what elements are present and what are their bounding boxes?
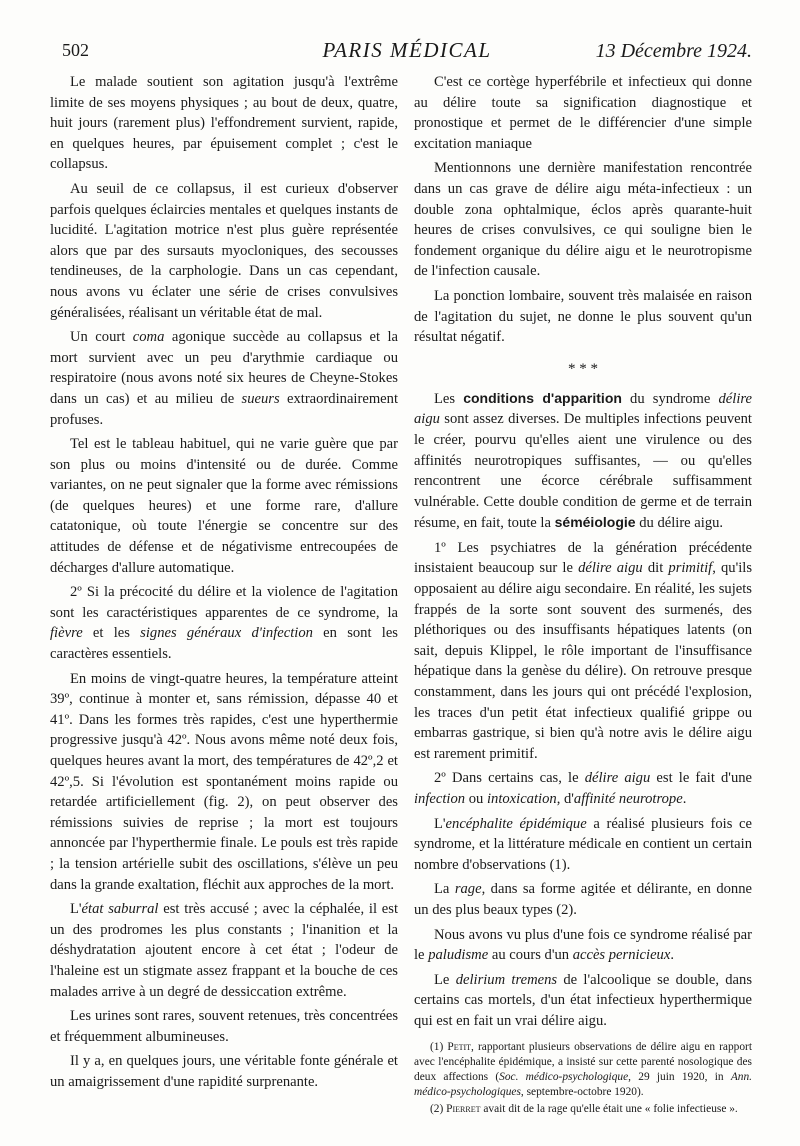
text-run: 2º Si la précocité du délire et la violence de l'agitation sont les caractéristiques apparentes de ce syndrome, la bbox=[50, 584, 398, 621]
text-run: est le fait d'une bbox=[650, 770, 753, 787]
paragraph bbox=[50, 1006, 398, 1047]
text-run: , qu'ils opposaient au délire aigu secondaire. En réalité, les sujets frappés de la sorte sont souvent des surmenés, des pléthoriques ou des insuffisants hépatiques latents (on sait, depuis Klippel, le rôle important de l'insuffisance hépatique dans la genèse du délire). On retrouve presque constamment, dans les jours qui ont précédé l'explosion, les traces d'un petit état infectieux qualifié grippe ou embarras gastrique, si bien qu'à notre avis le délire aigu est rarement primitif. bbox=[414, 560, 753, 762]
smallcaps-run: Pierret bbox=[446, 1102, 481, 1115]
paragraph bbox=[50, 1051, 398, 1092]
right-column-top-section bbox=[414, 72, 752, 348]
italic-run: rage bbox=[454, 881, 482, 898]
text-run: Le bbox=[434, 971, 456, 988]
text-run: en sont les caractères essentiels. bbox=[50, 625, 398, 663]
italic-run: fièvre bbox=[50, 625, 83, 642]
text-run: , rapportant plusieurs observations de délire aigu en rapport avec l'encéphalite épidémique, a insisté sur cette parenté nosologique des deux affections ( bbox=[414, 1040, 752, 1083]
paragraph bbox=[414, 72, 752, 154]
page-header bbox=[62, 36, 752, 66]
italic-run: primitif bbox=[668, 560, 713, 577]
text-run: Il y a, en quelques jours, une véritable fonte générale et un amaigrissement d'une rapidité surprenante. bbox=[50, 1053, 398, 1090]
paragraph bbox=[414, 925, 752, 966]
paragraph bbox=[414, 970, 752, 1032]
paragraph bbox=[50, 327, 398, 430]
text-run: sont assez diverses. De multiples infections peuvent le créer, pourvu qu'elles aient une virulence ou des affinités neurotropiques suffisantes, — ou qu'elles rencontrent une écorce cérébrale suffisamment vulnérable. Cette double condition de germe et de terrain résume, en fait, toute la bbox=[414, 411, 752, 532]
text-run: En moins de vingt-quatre heures, la température atteint 39º, continue à monter et, sans rémission, dépasse 40 et 41º. Dans les formes très rapides, c'est une hyperthermie progressive jusqu'à 42º. Nous avons même noté deux fois, quelques heures avant la mort, des températures de 42º,2 et 42º,5. Si l'évolution est spontanément moins rapide ou retardée artificiellement (fig. 2), on peut observer des rémissions suivies de reprise ; la mort est toujours annoncée par l'hyperthermie finale. Le pouls est très rapide ; la tension artérielle subit des oscillations, s'élève un peu dans la grande exaltation, fléchit aux approches de la mort. bbox=[50, 670, 398, 893]
text-run: L' bbox=[434, 815, 446, 832]
text-run: agonique succède au collapsus et la mort survient avec un peu d'arythmie cardiaque ou respiratoire (nous avons noté six heures de Cheyne-Stokes dans un cas) et au milieu de bbox=[50, 329, 399, 407]
paragraph bbox=[414, 814, 752, 876]
text-run: La bbox=[434, 881, 455, 898]
italic-run: signes généraux d'infection bbox=[140, 625, 313, 642]
paragraph bbox=[414, 388, 752, 534]
smallcaps-run: Petit bbox=[447, 1040, 472, 1053]
paragraph bbox=[414, 286, 752, 348]
text-run: 2º Dans certains cas, le bbox=[434, 770, 585, 787]
italic-run: Ann. médico-psychologiques bbox=[414, 1070, 753, 1098]
italic-run: affinité neurotrope bbox=[573, 791, 683, 807]
text-run: Les bbox=[434, 390, 464, 407]
text-run: est très accusé ; avec la céphalée, il est un des prodromes les plus constants ; l'inanition et la déshydratation ajoutent encore à cet état ; l'odeur de l'haleine est un stigmate assez frappant et la bouche de ces malades arrive à un degré de dessiccation extrême. bbox=[50, 901, 399, 1000]
text-run: 1º Les psychiatres de la génération précédente insistaient beaucoup sur le bbox=[414, 539, 752, 577]
text-run: et les bbox=[82, 625, 141, 642]
text-run: Tel est le tableau habituel, qui ne varie guère que par son plus ou moins d'intensité ou de durée. Comme variantes, on ne peut signaler que la forme avec rémissions (de quelques heures) et une forme rare, d'allure catatonique, où toute l'énergie se concentre sur des attitudes de défense et de négativisme entrecoupées de décharges d'allure automatique. bbox=[50, 436, 398, 576]
italic-run: accès pernicieux bbox=[572, 947, 671, 964]
text-run: . bbox=[682, 791, 687, 807]
text-run: , dans sa forme agitée et délirante, en donne un des plus beaux types (2). bbox=[414, 881, 752, 918]
right-column bbox=[414, 72, 752, 1119]
paragraph bbox=[50, 434, 398, 578]
paragraph bbox=[50, 179, 398, 323]
text-run: C'est ce cortège hyperfébrile et infectieux qui donne au délire toute sa signification diagnostique et pronostique et permet de le différencier d'une simple excitation maniaque bbox=[414, 74, 752, 152]
paragraph bbox=[414, 158, 752, 282]
paragraph bbox=[50, 669, 398, 896]
paragraph bbox=[414, 768, 752, 809]
text-run: de l'alcoolique se double, dans certains cas mortels, d'un état infectieux hyperthermique qui est en fait un vrai délire aigu. bbox=[414, 971, 753, 1029]
footnote bbox=[414, 1102, 752, 1117]
footnote bbox=[414, 1040, 752, 1100]
text-run: La ponction lombaire, souvent très malaisée en raison de l'agitation du sujet, ne donne le plus souvent qu'un résultat négatif. bbox=[414, 287, 752, 346]
paragraph bbox=[50, 582, 398, 664]
footnotes bbox=[414, 1040, 752, 1117]
text-run: avait dit de la rage qu'elle était une « folie infectieuse ». bbox=[480, 1102, 738, 1115]
italic-run: sueurs bbox=[241, 390, 280, 407]
text-run: au cours d'un bbox=[488, 947, 573, 964]
italic-run: delirium tremens bbox=[455, 971, 558, 988]
text-run: Les urines sont rares, souvent retenues, très concentrées et fréquemment albumineuses. bbox=[50, 1008, 398, 1045]
text-run: Au seuil de ce collapsus, il est curieux d'observer parfois quelques éclaircies mentales et quelques instants de lucidité. L'agitation motrice n'est plus guère représentée alors que par des sursauts myocloniques, des secousses tendineuses, de la carphologie. Dans un cas cependant, nous avons vu éclater une série de crises convulsives généralisées, réalisant un véritable état de mal. bbox=[50, 180, 398, 321]
text-run: L' bbox=[70, 901, 82, 918]
italic-run: délire aigu bbox=[584, 770, 651, 787]
bold-run: conditions d'apparition bbox=[463, 389, 622, 406]
text-run: dit bbox=[642, 560, 669, 577]
italic-run: délire aigu bbox=[578, 560, 643, 577]
italic-run: délire aigu bbox=[414, 390, 752, 428]
text-run: Nous avons vu plus d'une fois ce syndrome réalisé par le bbox=[414, 926, 752, 964]
text-run: Mentionnons une dernière manifestation rencontrée dans un cas grave de délire aigu méta-infectieux : un double zona ophtalmique, éclos après quarante-huit heures de crises convulsives, ce qui souligne bien le fondement organique du délire aigu et le neurotropisme de l'infection causale. bbox=[414, 160, 752, 280]
journal-title: PARIS MÉDICAL bbox=[322, 38, 492, 62]
italic-run: intoxication bbox=[486, 791, 557, 807]
right-column-bottom-section bbox=[414, 388, 752, 1032]
text-run: Un court bbox=[70, 329, 133, 346]
text-run: (1) bbox=[430, 1040, 448, 1053]
italic-run: infection bbox=[414, 791, 466, 807]
left-column bbox=[50, 72, 398, 1097]
text-run: a réalisé plusieurs fois ce syndrome, et la littérature médicale en contient un certain nombre d'observations (1). bbox=[414, 815, 752, 873]
text-run: , 29 juin 1920, in bbox=[628, 1070, 731, 1083]
text-run: (2) bbox=[430, 1102, 447, 1115]
text-run: extraordinairement profuses. bbox=[50, 390, 399, 428]
italic-run: paludisme bbox=[428, 947, 489, 964]
text-run: du délire aigu. bbox=[635, 515, 724, 532]
text-run: . bbox=[670, 947, 674, 964]
text-run: ou bbox=[465, 791, 487, 807]
italic-run: encéphalite épidémique bbox=[445, 815, 587, 832]
text-run: , d' bbox=[556, 791, 574, 807]
page-number: 502 bbox=[62, 40, 89, 60]
text-run: du syndrome bbox=[621, 390, 719, 407]
text-run: , septembre-octobre 1920). bbox=[520, 1085, 644, 1098]
issue-date: 13 Décembre 1924. bbox=[595, 40, 752, 62]
paragraph bbox=[414, 538, 752, 765]
section-asterism: * * * bbox=[568, 360, 598, 377]
bold-run: séméiologie bbox=[554, 514, 636, 531]
italic-run: Soc. médico-psychologique bbox=[499, 1070, 629, 1083]
paragraph bbox=[50, 72, 398, 175]
italic-run: état saburral bbox=[81, 901, 159, 918]
text-run: Le malade soutient son agitation jusqu'à l'extrême limite de ses moyens physiques ; au bout de deux, quatre, huit jours (rarement plus) l'effondrement survient, rapide, en quelques heures, par épuisement complet ; c'est le collapsus. bbox=[50, 74, 398, 173]
italic-run: coma bbox=[132, 329, 165, 346]
paragraph bbox=[414, 879, 752, 920]
paragraph bbox=[50, 899, 398, 1002]
